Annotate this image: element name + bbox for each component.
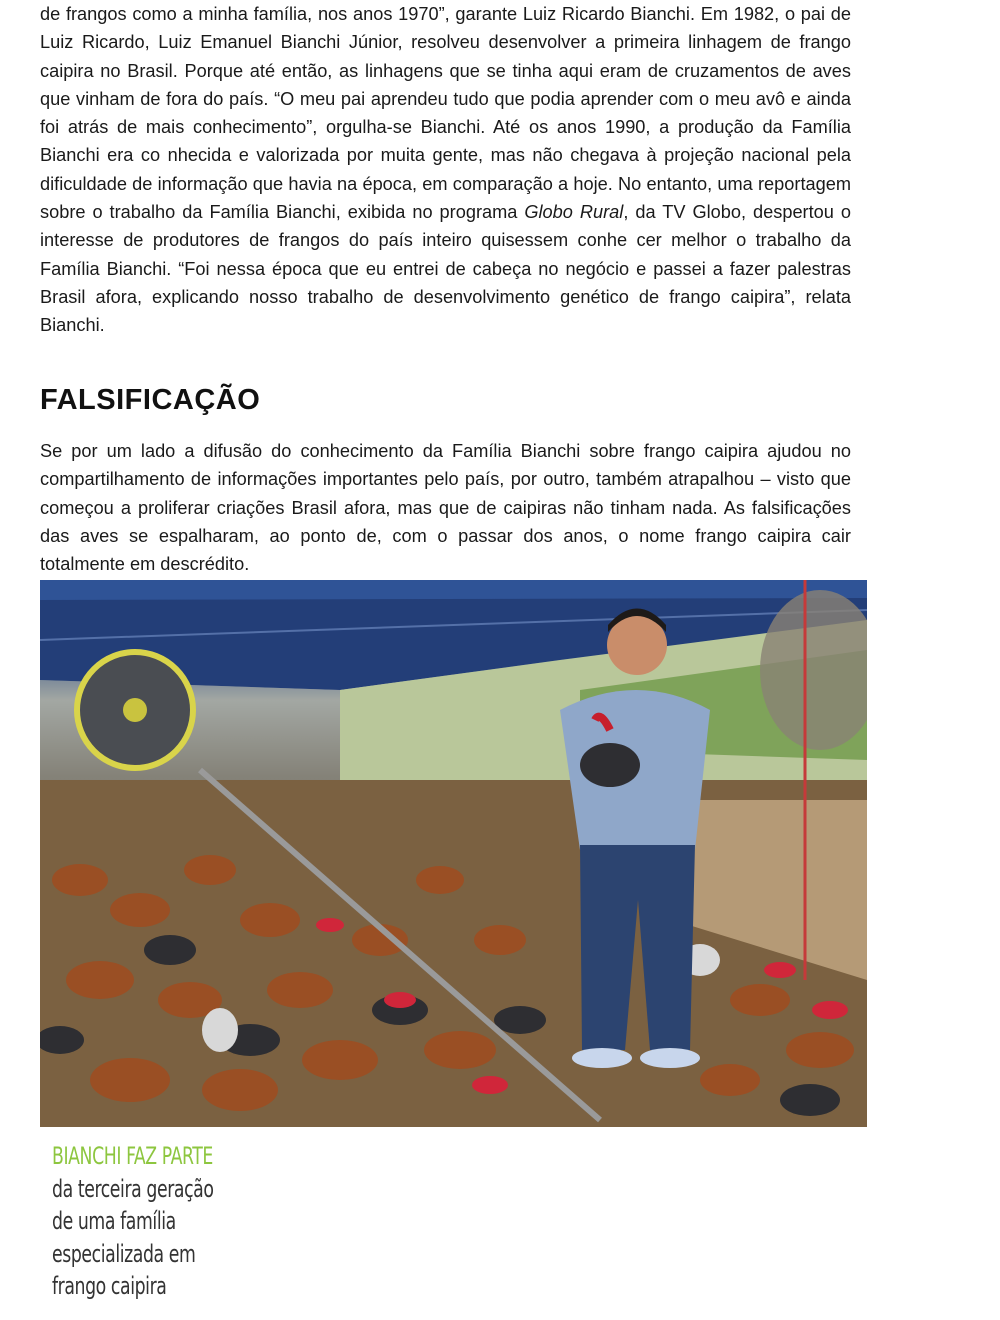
farm-photo [40, 580, 867, 1127]
photo-caption [52, 1140, 214, 1303]
caption-line: da terceira geração [52, 1174, 214, 1203]
paragraph-1-text-b: , da TV Globo, despertou o interesse de produtores de frangos do país inteiro quisessem conhe cer melhor o trabalho da Família Bianchi. “Foi nessa época que eu entrei de cabeça no negócio e passei a fazer palestras Brasil afora, explicando nosso trabalho de desenvolvimento genético de frango caipira”, relata Bianchi. [40, 202, 851, 336]
caption-line: de uma família [52, 1207, 176, 1235]
program-name: Globo Rural [524, 202, 624, 223]
article-paragraph-2: Se por um lado a difusão do conhecimento da Família Bianchi sobre frango caipira ajudou no compartilhamento de informações importantes pelo país, por outro, também atrapalhou – visto que começou a proliferar criações Brasil afora, mas que de caipiras não tinham nada. As falsificações das aves se espalharam, ao ponto de, com o passar dos anos, o nome frango caipira cair totalmente em descrédito. [40, 441, 851, 575]
caption-lead: BIANCHI FAZ PARTE [52, 1142, 213, 1170]
article-paragraph-1 [40, 0, 851, 340]
paragraph-1-text-a: de frangos como a minha família, nos anos 1970”, garante Luiz Ricardo Bianchi. Em 1982, o pai de Luiz Ricardo, Luiz Emanuel Bianchi Júnior, resolveu desenvolver a primeira linhagem de frango caipira no Brasil. Porque até então, as linhagens que se tinha aqui eram de cruzamentos de aves que vinham de fora do país. “O meu pai aprendeu tudo que podia aprender com o meu avô e ainda foi atrás de mais conhecimento”, orgulha-se Bianchi. Até os anos 1990, a produção da Família Bianchi era co nhecida e valorizada por muita gente, mas não chegava à projeção nacional pela dificuldade de informação que havia na época, em comparação a hoje. No entanto, uma reportagem sobre o trabalho da Família Bianchi, exibida no programa [40, 4, 851, 223]
poultry-barn-illustration [40, 580, 867, 1127]
section-heading: FALSIFICAÇÃO [40, 384, 261, 416]
caption-line: frango caipira [52, 1272, 167, 1300]
caption-line: especializada em [52, 1239, 196, 1268]
